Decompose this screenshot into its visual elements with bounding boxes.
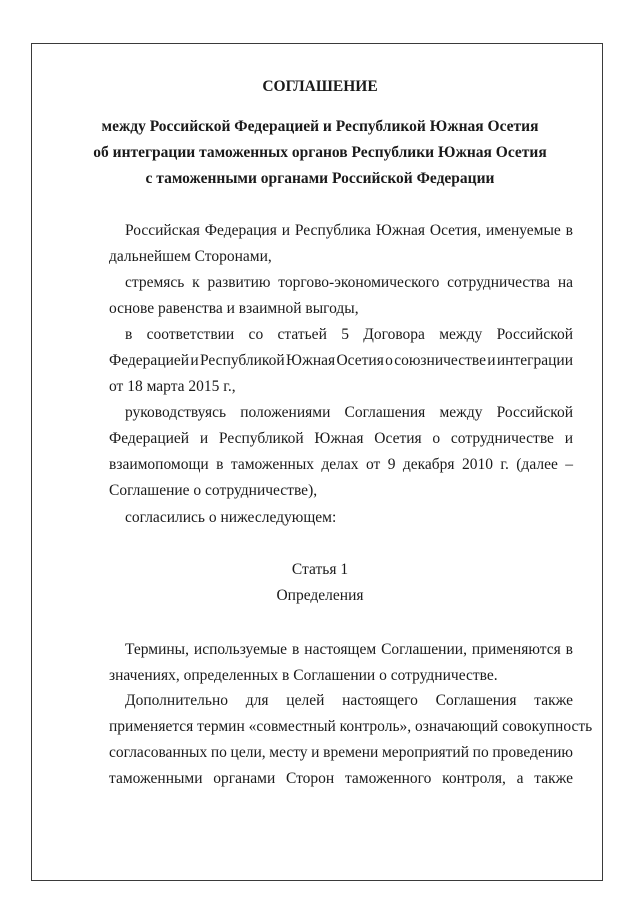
article-paragraph-2: [109, 688, 593, 792]
preamble-paragraph-1: [109, 218, 573, 270]
text-line: дальнейшем Сторонами,: [109, 248, 272, 265]
text-line: Соглашение о сотрудничестве),: [109, 482, 318, 499]
article-paragraph-1: [109, 637, 573, 689]
text-line: Федерацией и Республикой Южная Осетия о союзничестве и интеграции: [109, 352, 573, 369]
text-line: от 18 марта 2015 г.,: [109, 378, 236, 395]
text-line: Российская Федерация и Республика Южная Осетия, именуемые в: [125, 222, 573, 239]
text-line: применяется термин «совместный контроль», означающий совокупность: [109, 718, 593, 735]
preamble-paragraph-4: [109, 400, 573, 504]
preamble-paragraph-2: [109, 270, 573, 322]
text-line: основе равенства и взаимной выгоды,: [109, 300, 359, 317]
text-line: стремясь к развитию торгово-экономического сотрудничества на: [125, 274, 573, 291]
text-line: в соответствии со статьей 5 Договора между Российской: [125, 326, 573, 343]
text-line: Федерацией и Республикой Южная Осетия о сотрудничестве и: [109, 430, 573, 447]
preamble-paragraph-3: [109, 322, 573, 400]
article-heading: Определения: [276, 587, 364, 604]
document-title: СОГЛАШЕНИЕ: [262, 78, 378, 95]
subtitle-line-1: между Российской Федерацией и Республикой Южная Осетия: [101, 118, 539, 135]
subtitle-line-3: с таможенными органами Российской Федерации: [145, 170, 495, 187]
article-number: Статья 1: [291, 561, 349, 578]
text-line: руководствуясь положениями Соглашения между Российской: [125, 404, 573, 421]
text-line: таможенными органами Сторон таможенного контроля, а также: [109, 770, 573, 787]
text-line: значениях, определенных в Соглашении о сотрудничестве.: [109, 667, 498, 684]
subtitle-line-2: об интеграции таможенных органов Республики Южная Осетия: [93, 144, 547, 161]
text-line: Дополнительно для целей настоящего Соглашения также: [125, 692, 573, 709]
text-line: согласились о нижеследующем:: [125, 509, 337, 526]
text-line: согласованных по цели, месту и времени мероприятий по проведению: [109, 744, 573, 761]
text-line: взаимопомощи в таможенных делах от 9 декабря 2010 г. (далее –: [109, 456, 573, 473]
preamble-paragraph-5: [117, 505, 573, 531]
text-line: Термины, используемые в настоящем Соглашении, применяются в: [125, 641, 573, 658]
